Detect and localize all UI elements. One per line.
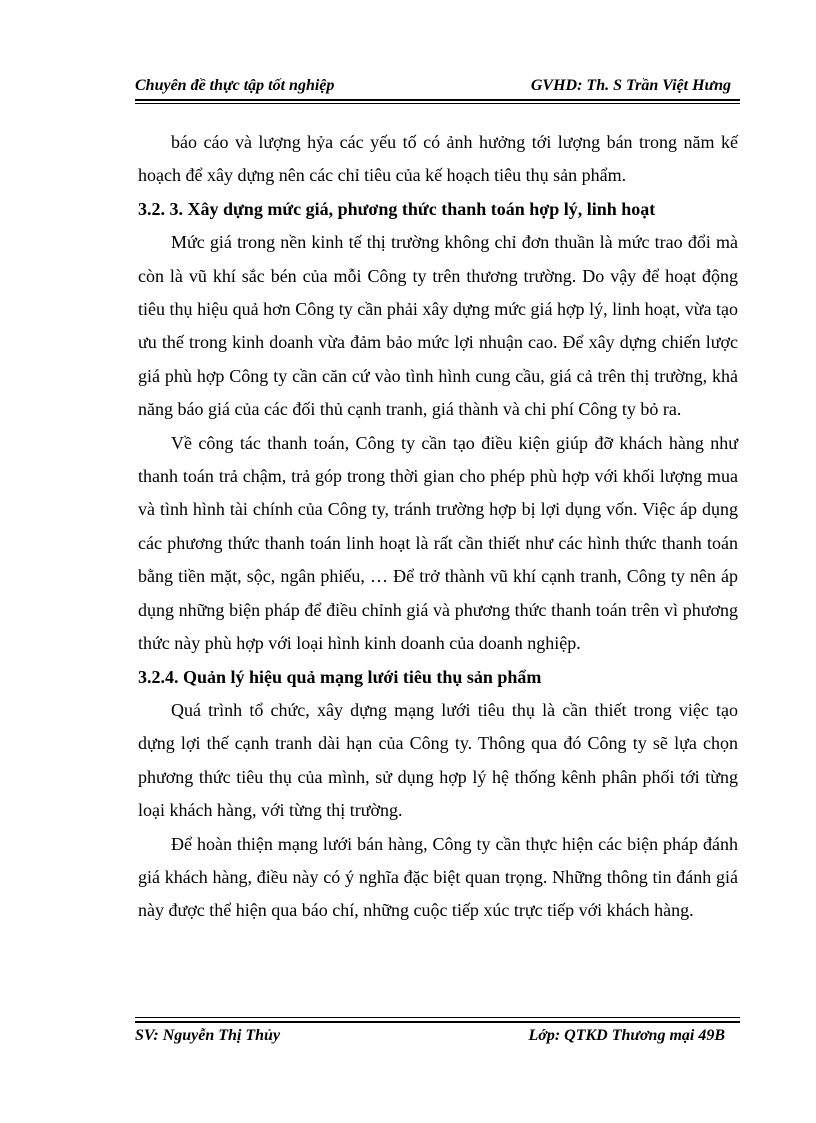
paragraph: Về công tác thanh toán, Công ty cần tạo điều kiện giúp đỡ khách hàng như thanh toán trả chậm, trả góp trong thời gian cho phép phù hợp với khối lượng mua và tình hình tài chính của Công ty, tránh trường hợp bị lợi dụng vốn. Việc áp dụng các phương thức thanh toán linh hoạt là rất cần thiết như các hình thức thanh toán bằng tiền mặt, sộc, ngân phiếu, … Để trở thành vũ khí cạnh tranh, Công ty nên áp dụng những biện pháp để điều chỉnh giá và phương thức thanh toán trên vì phương thức này phù hợp với loại hình kinh doanh của doanh nghiệp. — [138, 432, 738, 654]
page-header — [135, 74, 739, 98]
paragraph: báo cáo và lượng hỷa các yếu tố có ảnh hưởng tới lượng bán trong năm kế hoạch để xây dựng nên các chỉ tiêu của kế hoạch tiêu thụ sản phẩm. — [138, 132, 738, 186]
document-body — [138, 126, 738, 928]
footer-class: Lớp: QTKD Thương mại 49B — [528, 1027, 725, 1044]
paragraph: Quá trình tổ chức, xây dựng mạng lưới tiêu thụ là cần thiết trong việc tạo dựng lợi thế cạnh tranh dài hạn của Công ty. Thông qua đó Công ty sẽ lựa chọn phương thức tiêu thụ của mình, sử dụng hợp lý hệ thống kênh phân phối tới từng loại khách hàng, với từng thị trường. — [138, 699, 738, 821]
header-rule-thick — [135, 99, 740, 101]
footer-student: SV: Nguyễn Thị Thủy — [135, 1027, 281, 1044]
header-title: Chuyên đề thực tập tốt nghiệp — [135, 77, 335, 94]
page-footer — [135, 1027, 739, 1051]
footer-rule-thin — [135, 1017, 740, 1018]
footer-rule-thick — [135, 1021, 740, 1023]
section-heading-3-2-4: 3.2.4. Quản lý hiệu quả mạng lưới tiêu thụ sản phẩm — [138, 666, 542, 687]
paragraph: Để hoàn thiện mạng lưới bán hàng, Công ty cần thực hiện các biện pháp đánh giá khách hàng, điều này có ý nghĩa đặc biệt quan trọng. Những thông tin đánh giá này được thể hiện qua báo chí, những cuộc tiếp xúc trực tiếp với khách hàng. — [138, 833, 738, 921]
header-advisor: GVHD: Th. S Trần Việt Hưng — [530, 77, 731, 94]
header-rule-thin — [135, 103, 740, 104]
paragraph: Mức giá trong nền kinh tế thị trường không chỉ đơn thuần là mức trao đổi mà còn là vũ khí sắc bén của mỗi Công ty trên thương trường. Do vậy để hoạt động tiêu thụ hiệu quả hơn Công ty cần phải xây dựng mức giá hợp lý, linh hoạt, vừa tạo ưu thế trong kinh doanh vừa đảm bảo mức lợi nhuận cao. Để xây dựng chiến lược giá phù hợp Công ty cần căn cứ vào tình hình cung cầu, giá cả trên thị trường, khả năng báo giá của các đối thủ cạnh tranh, giá thành và chi phí Công ty bỏ ra. — [138, 232, 738, 420]
section-heading-3-2-3: 3.2. 3. Xây dựng mức giá, phương thức thanh toán hợp lý, linh hoạt — [138, 198, 656, 219]
